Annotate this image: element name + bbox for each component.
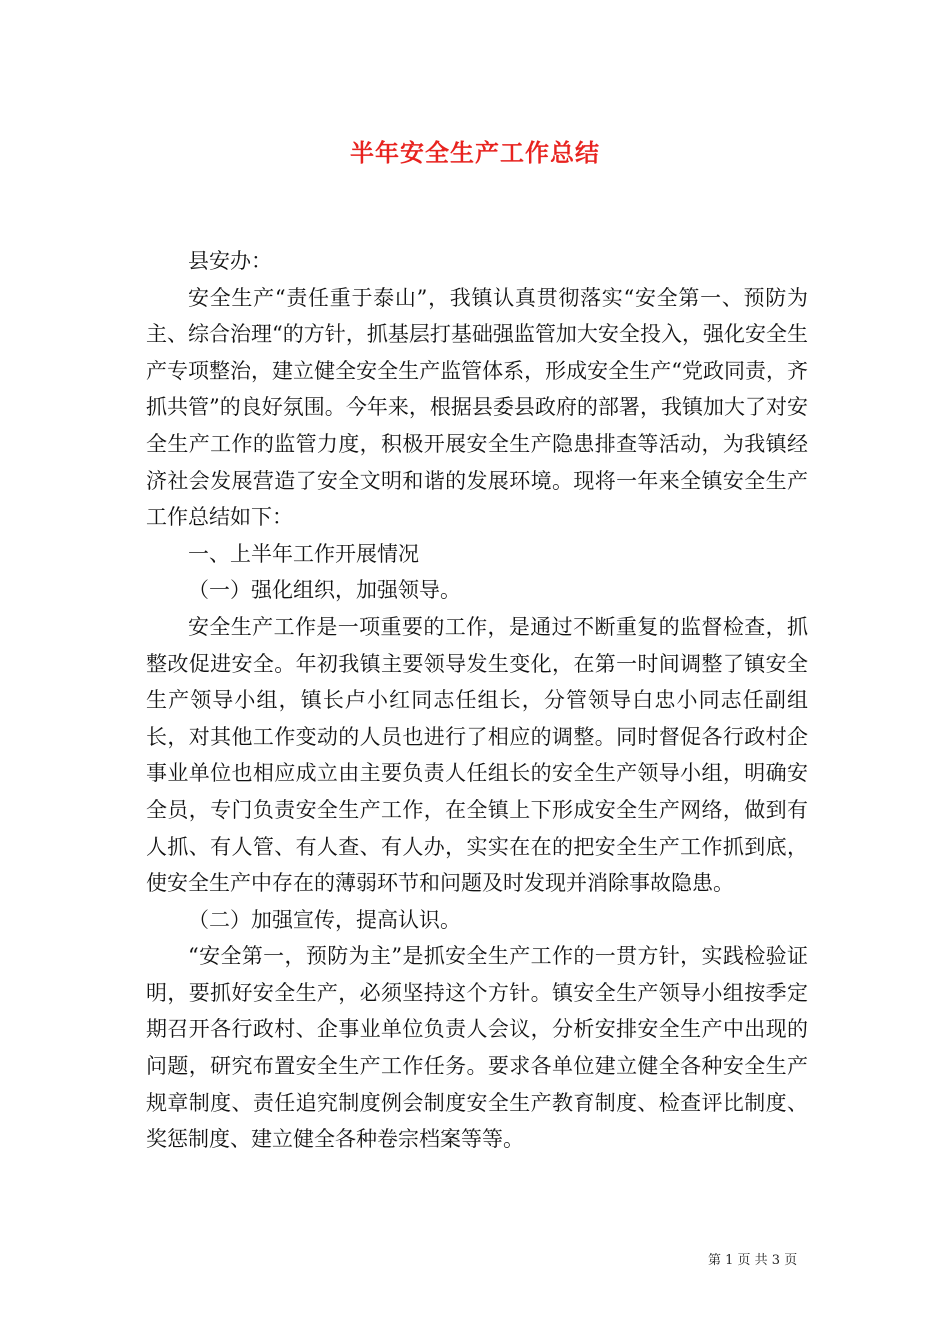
subheading-2: （二）加强宣传，提高认识。 <box>188 907 461 932</box>
paragraph-publicity: “安全第一，预防为主”是抓安全生产工作的一贯方针，实践检验证明，要抓好安全生产，必须坚持这个方针。镇安全生产领导小组按季定期召开各行政村、企事业单位负责人会议，分析安排安全生产中出现的问题，研究布置安全生产工作任务。要求各单位建立健全各种安全生产规章制度、责任追究制度例会制度安全生产教育制度、检查评比制度、奖惩制度、建立健全各种卷宗档案等等。 <box>146 944 808 1152</box>
heading-section-1: 一、上半年工作开展情况 <box>188 541 419 566</box>
paragraph-organization: 安全生产工作是一项重要的工作，是通过不断重复的监督检查，抓整改促进安全。年初我镇主要领导发生变化，在第一时间调整了镇安全生产领导小组，镇长卢小红同志任组长，分管领导白忠小同志任副组长，对其他工作变动的人员也进行了相应的调整。同时督促各行政村企事业单位也相应成立由主要负责人任组长的安全生产领导小组，明确安全员，专门负责安全生产工作，在全镇上下形成安全生产网络，做到有人抓、有人管、有人查、有人办，实实在在的把安全生产工作抓到底，使安全生产中存在的薄弱环节和问题及时发现并消除事故隐患。 <box>146 614 808 896</box>
page-number: 第 1 页 共 3 页 <box>708 1253 798 1268</box>
document-body <box>146 243 808 1158</box>
salutation: 县安办： <box>188 249 272 273</box>
subheading-1: （一）强化组织，加强领导。 <box>188 578 461 603</box>
paragraph-intro: 安全生产“责任重于泰山”，我镇认真贯彻落实“安全第一、预防为主、综合治理“的方针，抓基层打基础强监管加大安全投入，强化安全生产专项整治，建立健全安全生产监管体系，形成安全生产“党政同责，齐抓共管”的良好氛围。今年来，根据县委县政府的部署，我镇加大了对安全生产工作的监管力度，积极开展安全生产隐患排查等活动，为我镇经济社会发展营造了安全文明和谐的发展环境。现将一年来全镇安全生产工作总结如下： <box>146 285 808 530</box>
document-title: 半年安全生产工作总结 <box>350 139 600 167</box>
